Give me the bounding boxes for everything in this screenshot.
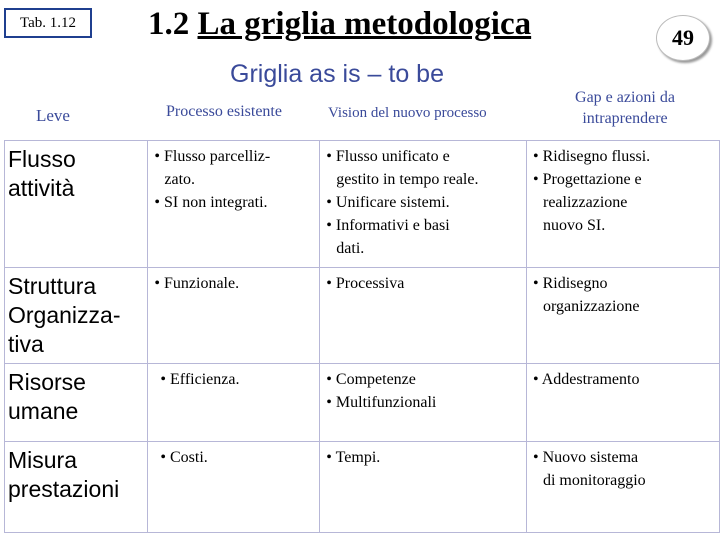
cell-line: • Multifunzionali: [326, 394, 437, 411]
cell-line: • Addestramento: [532, 371, 640, 388]
table-reference-label: Tab. 1.12: [4, 8, 92, 38]
row-label: Risorse umane: [5, 364, 148, 442]
cell-vision: [320, 364, 527, 442]
table-row: [5, 141, 720, 268]
cell-line: • Flusso parcelliz-: [154, 148, 271, 165]
cell-gap: [526, 268, 719, 364]
cell-line: • Ridisegno flussi.: [532, 148, 651, 165]
cell-line: • Competenze: [326, 371, 416, 388]
cell-line: dati.: [336, 240, 365, 257]
cell-vision: [320, 442, 527, 533]
row-label: Misura prestazioni: [5, 442, 148, 533]
title-prefix: 1.2: [148, 6, 198, 42]
cell-line: • Progettazione e: [532, 171, 642, 188]
cell-line: • Nuovo sistema: [532, 449, 639, 466]
cell-existing: [148, 364, 320, 442]
cell-line: • Ridisegno: [532, 275, 608, 292]
column-header-leve: Leve: [36, 106, 70, 125]
cell-gap: [526, 442, 719, 533]
title-underlined: La griglia metodologica: [197, 6, 532, 42]
cell-line: • Flusso unificato e: [326, 148, 450, 165]
cell-line: organizzazione: [542, 298, 640, 315]
cell-line: zato.: [164, 171, 196, 188]
cell-line: • Informativi e basi: [326, 217, 450, 234]
methodology-grid: [4, 140, 720, 533]
column-header-vision: Vision del nuovo processo: [328, 105, 487, 121]
cell-vision: [320, 268, 527, 364]
cell-existing: [148, 268, 320, 364]
cell-line: realizzazione: [542, 194, 628, 211]
cell-line: • Efficienza.: [160, 371, 240, 388]
page-title: [148, 6, 531, 43]
table-row: [5, 442, 720, 533]
cell-existing: [148, 141, 320, 268]
column-header-processo: Processo esistente: [166, 103, 282, 120]
row-label: Flusso attività: [5, 141, 148, 268]
subtitle: Griglia as is – to be: [230, 60, 444, 88]
cell-line: • Funzionale.: [154, 275, 240, 292]
column-header-gap: Gap e azioni da intraprendere: [575, 89, 675, 127]
cell-gap: [526, 364, 719, 442]
table-row: [5, 364, 720, 442]
page-number-badge: 49: [656, 15, 710, 61]
cell-line: • Unificare sistemi.: [326, 194, 450, 211]
cell-line: di monitoraggio: [542, 472, 646, 489]
row-label: Struttura Organizza-tiva: [5, 268, 148, 364]
cell-existing: [148, 442, 320, 533]
cell-line: gestito in tempo reale.: [336, 171, 479, 188]
cell-vision: [320, 141, 527, 268]
table-row: [5, 268, 720, 364]
cell-line: • Processiva: [326, 275, 405, 292]
cell-line: • SI non integrati.: [154, 194, 268, 211]
cell-line: nuovo SI.: [542, 217, 606, 234]
cell-gap: [526, 141, 719, 268]
cell-line: • Costi.: [160, 449, 208, 466]
cell-line: • Tempi.: [326, 449, 381, 466]
